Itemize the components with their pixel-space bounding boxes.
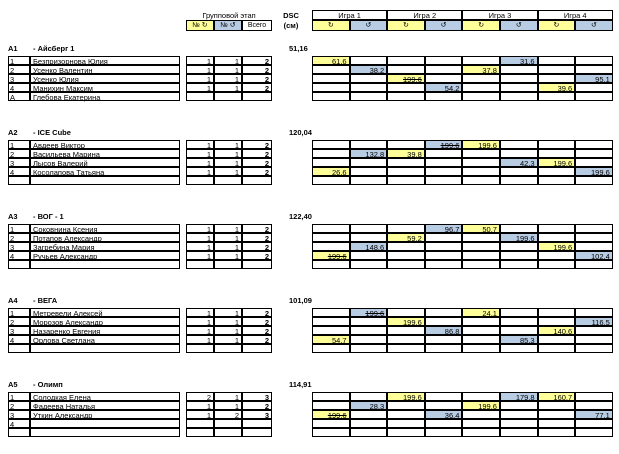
total-count: 2 bbox=[242, 140, 272, 149]
row-number: 2 bbox=[8, 401, 30, 410]
group-code: A4 bbox=[8, 296, 18, 305]
no-cw-count: 2 bbox=[186, 392, 214, 401]
game-score: 54,2 bbox=[425, 83, 463, 92]
total-count: 3 bbox=[242, 392, 272, 401]
no-cw-count: 1 bbox=[186, 308, 214, 317]
no-ccw-count: 1 bbox=[214, 392, 242, 401]
group-code: A3 bbox=[8, 212, 18, 221]
game-score: 199,6 bbox=[462, 401, 500, 410]
total-count: 2 bbox=[242, 83, 272, 92]
no-ccw-count: 1 bbox=[214, 308, 242, 317]
direction-ccw-header: ↺ bbox=[575, 20, 613, 31]
no-cw-count: 1 bbox=[186, 56, 214, 65]
no-ccw-header: № ↺ bbox=[214, 20, 242, 31]
group-dsc: 122,40 bbox=[289, 212, 312, 221]
game-score: 77,1 bbox=[575, 410, 613, 419]
group-name: - ВОГ - 1 bbox=[33, 212, 64, 221]
game-score: 96,7 bbox=[425, 224, 463, 233]
no-ccw-count: 1 bbox=[214, 149, 242, 158]
direction-cw-header: ↻ bbox=[538, 20, 576, 31]
row-number: 2 bbox=[8, 65, 30, 74]
no-cw-count bbox=[186, 419, 214, 428]
game-score: 179,8 bbox=[500, 392, 538, 401]
total-count: 2 bbox=[242, 326, 272, 335]
total-count: 2 bbox=[242, 65, 272, 74]
game-score: 50,7 bbox=[462, 224, 500, 233]
no-ccw-count: 1 bbox=[214, 140, 242, 149]
row-number: 1 bbox=[8, 224, 30, 233]
player-name: Усенко Юлия bbox=[30, 74, 180, 83]
player-name bbox=[30, 344, 180, 353]
total-count bbox=[242, 176, 272, 185]
player-name: Глебова Екатерина bbox=[30, 92, 180, 101]
no-cw-count bbox=[186, 344, 214, 353]
direction-cw-header: ↻ bbox=[387, 20, 425, 31]
group-dsc: 51,16 bbox=[289, 44, 308, 53]
game-title: Игра 4 bbox=[538, 10, 613, 20]
game-score: 59,2 bbox=[387, 233, 425, 242]
no-cw-count: 1 bbox=[186, 317, 214, 326]
row-number: 3 bbox=[8, 326, 30, 335]
group-code: A1 bbox=[8, 44, 18, 53]
game-score: 37,8 bbox=[462, 65, 500, 74]
total-count: 2 bbox=[242, 56, 272, 65]
no-ccw-count: 1 bbox=[214, 83, 242, 92]
group-games-outline bbox=[312, 56, 613, 101]
total-count: 2 bbox=[242, 233, 272, 242]
row-number: 4 bbox=[8, 419, 30, 428]
direction-cw-header: ↻ bbox=[462, 20, 500, 31]
row-number: A bbox=[8, 92, 30, 101]
no-ccw-count bbox=[214, 344, 242, 353]
dsc-header: DSC bbox=[283, 11, 299, 20]
no-ccw-count: 1 bbox=[214, 401, 242, 410]
game-score: 39,6 bbox=[538, 83, 576, 92]
row-number: 3 bbox=[8, 158, 30, 167]
game-score: 26,6 bbox=[312, 167, 350, 176]
group-games-outline bbox=[312, 140, 613, 185]
player-name bbox=[30, 260, 180, 269]
game-score: 24,1 bbox=[462, 308, 500, 317]
row-number: 1 bbox=[8, 308, 30, 317]
row-number: 2 bbox=[8, 149, 30, 158]
game-score: 199,6 bbox=[425, 140, 463, 149]
no-cw-count: 1 bbox=[186, 158, 214, 167]
game-score: 39,8 bbox=[387, 149, 425, 158]
game-score: 199,6 bbox=[350, 308, 388, 317]
player-name: Манихин Максим bbox=[30, 83, 180, 92]
group-name: - ICE Cube bbox=[33, 128, 71, 137]
no-cw-count: 1 bbox=[186, 251, 214, 260]
group-games-outline bbox=[312, 392, 613, 437]
no-cw-count: 1 bbox=[186, 83, 214, 92]
row-number bbox=[8, 428, 30, 437]
total-count: 2 bbox=[242, 317, 272, 326]
game-score: 102,4 bbox=[575, 251, 613, 260]
player-name: Усенко Валентин bbox=[30, 65, 180, 74]
game-score: 95,1 bbox=[575, 74, 613, 83]
total-count: 2 bbox=[242, 401, 272, 410]
game-score: 199,6 bbox=[575, 167, 613, 176]
no-cw-count bbox=[186, 176, 214, 185]
game-score: 54,7 bbox=[312, 335, 350, 344]
game-score: 42,3 bbox=[500, 158, 538, 167]
game-title: Игра 3 bbox=[462, 10, 537, 20]
no-cw-count: 1 bbox=[186, 401, 214, 410]
no-ccw-count: 1 bbox=[214, 335, 242, 344]
total-count: 2 bbox=[242, 335, 272, 344]
no-cw-count bbox=[186, 92, 214, 101]
no-ccw-count bbox=[214, 92, 242, 101]
player-name: Морозов Александр bbox=[30, 317, 180, 326]
no-ccw-count: 1 bbox=[214, 224, 242, 233]
player-name: Авдеев Виктор bbox=[30, 140, 180, 149]
row-number: 3 bbox=[8, 410, 30, 419]
game-score: 160,7 bbox=[538, 392, 576, 401]
no-cw-count: 1 bbox=[186, 224, 214, 233]
player-name: Метревели Алексей bbox=[30, 308, 180, 317]
no-ccw-count bbox=[214, 260, 242, 269]
direction-ccw-header: ↺ bbox=[350, 20, 388, 31]
player-name: Фадеева Наталья bbox=[30, 401, 180, 410]
game-score: 199,6 bbox=[387, 317, 425, 326]
row-number: 2 bbox=[8, 317, 30, 326]
total-count: 2 bbox=[242, 224, 272, 233]
game-score: 199,6 bbox=[538, 158, 576, 167]
no-ccw-count bbox=[214, 428, 242, 437]
no-cw-count: 1 bbox=[186, 326, 214, 335]
game-score: 148,6 bbox=[350, 242, 388, 251]
no-ccw-count: 1 bbox=[214, 167, 242, 176]
row-number: 1 bbox=[8, 140, 30, 149]
direction-cw-header: ↻ bbox=[312, 20, 350, 31]
no-ccw-count: 1 bbox=[214, 317, 242, 326]
game-score: 116,5 bbox=[575, 317, 613, 326]
row-number: 4 bbox=[8, 83, 30, 92]
player-name: Безпризорнова Юлия bbox=[30, 56, 180, 65]
player-name: Лысов Валерий bbox=[30, 158, 180, 167]
total-count bbox=[242, 419, 272, 428]
row-number bbox=[8, 260, 30, 269]
player-name bbox=[30, 428, 180, 437]
no-cw-count: 1 bbox=[186, 167, 214, 176]
game-score: 140,6 bbox=[538, 326, 576, 335]
row-number: 4 bbox=[8, 167, 30, 176]
game-score: 61,6 bbox=[312, 56, 350, 65]
no-ccw-count: 2 bbox=[214, 410, 242, 419]
no-cw-header: № ↻ bbox=[186, 20, 214, 31]
no-cw-count: 1 bbox=[186, 335, 214, 344]
player-name: Ручьев Александр bbox=[30, 251, 180, 260]
group-name: - Олимп bbox=[33, 380, 63, 389]
player-name bbox=[30, 419, 180, 428]
row-number: 3 bbox=[8, 74, 30, 83]
group-dsc: 101,09 bbox=[289, 296, 312, 305]
group-dsc: 120,04 bbox=[289, 128, 312, 137]
total-count: 2 bbox=[242, 308, 272, 317]
player-name: Соковнина Ксения bbox=[30, 224, 180, 233]
total-count: 2 bbox=[242, 158, 272, 167]
game-score: 86,8 bbox=[425, 326, 463, 335]
total-count: 2 bbox=[242, 149, 272, 158]
game-score: 199,6 bbox=[387, 392, 425, 401]
no-cw-count bbox=[186, 428, 214, 437]
game-score: 85,3 bbox=[500, 335, 538, 344]
direction-ccw-header: ↺ bbox=[425, 20, 463, 31]
no-ccw-count bbox=[214, 419, 242, 428]
game-score: 199,6 bbox=[312, 410, 350, 419]
group-name: - ВЕГА bbox=[33, 296, 58, 305]
no-cw-count: 1 bbox=[186, 74, 214, 83]
player-name: Васильева Марина bbox=[30, 149, 180, 158]
row-number bbox=[8, 344, 30, 353]
game-score: 199,6 bbox=[462, 140, 500, 149]
group-games-outline bbox=[312, 224, 613, 269]
row-number: 1 bbox=[8, 56, 30, 65]
no-ccw-count: 1 bbox=[214, 158, 242, 167]
no-cw-count: 1 bbox=[186, 65, 214, 74]
game-score: 199,6 bbox=[538, 242, 576, 251]
game-title: Игра 1 bbox=[312, 10, 387, 20]
game-score: 199,6 bbox=[387, 74, 425, 83]
no-ccw-count: 1 bbox=[214, 242, 242, 251]
no-cw-count: 1 bbox=[186, 410, 214, 419]
no-ccw-count: 1 bbox=[214, 251, 242, 260]
game-score: 132,8 bbox=[350, 149, 388, 158]
group-stage-header: Групповой этап bbox=[202, 11, 256, 20]
group-dsc: 114,91 bbox=[289, 380, 312, 389]
player-name: Орлова Светлана bbox=[30, 335, 180, 344]
player-name: Уткин Александр bbox=[30, 410, 180, 419]
no-ccw-count bbox=[214, 176, 242, 185]
no-cw-count: 1 bbox=[186, 140, 214, 149]
player-name: Потапов Александр bbox=[30, 233, 180, 242]
total-count bbox=[242, 428, 272, 437]
no-cw-count: 1 bbox=[186, 242, 214, 251]
game-title: Игра 2 bbox=[387, 10, 462, 20]
player-name: Загребина Мария bbox=[30, 242, 180, 251]
total-count bbox=[242, 260, 272, 269]
total-count bbox=[242, 344, 272, 353]
total-header: Всего bbox=[242, 20, 272, 31]
game-score: 36,4 bbox=[425, 410, 463, 419]
game-score: 31,6 bbox=[500, 56, 538, 65]
row-number: 1 bbox=[8, 392, 30, 401]
no-cw-count: 1 bbox=[186, 149, 214, 158]
game-score: 38,2 bbox=[350, 65, 388, 74]
game-score: 199,6 bbox=[312, 251, 350, 260]
no-ccw-count: 1 bbox=[214, 56, 242, 65]
total-count: 2 bbox=[242, 242, 272, 251]
total-count bbox=[242, 92, 272, 101]
player-name: Назаренко Евгения bbox=[30, 326, 180, 335]
no-cw-count bbox=[186, 260, 214, 269]
row-number: 4 bbox=[8, 335, 30, 344]
row-number: 3 bbox=[8, 242, 30, 251]
group-code: A5 bbox=[8, 380, 18, 389]
group-name: - Айсберг 1 bbox=[33, 44, 75, 53]
game-score: 199,6 bbox=[500, 233, 538, 242]
no-ccw-count: 1 bbox=[214, 233, 242, 242]
no-ccw-count: 1 bbox=[214, 326, 242, 335]
total-count: 3 bbox=[242, 410, 272, 419]
group-games-outline bbox=[312, 308, 613, 353]
direction-ccw-header: ↺ bbox=[500, 20, 538, 31]
total-count: 2 bbox=[242, 74, 272, 83]
total-count: 2 bbox=[242, 251, 272, 260]
row-number bbox=[8, 176, 30, 185]
row-number: 2 bbox=[8, 233, 30, 242]
player-name bbox=[30, 176, 180, 185]
no-cw-count: 1 bbox=[186, 233, 214, 242]
total-count: 2 bbox=[242, 167, 272, 176]
no-ccw-count: 1 bbox=[214, 74, 242, 83]
row-number: 4 bbox=[8, 251, 30, 260]
group-code: A2 bbox=[8, 128, 18, 137]
player-name: Косолапова Татьяна bbox=[30, 167, 180, 176]
game-score: 28,3 bbox=[350, 401, 388, 410]
player-name: Солодкая Елена bbox=[30, 392, 180, 401]
dsc-unit-header: (см) bbox=[283, 21, 299, 30]
no-ccw-count: 1 bbox=[214, 65, 242, 74]
